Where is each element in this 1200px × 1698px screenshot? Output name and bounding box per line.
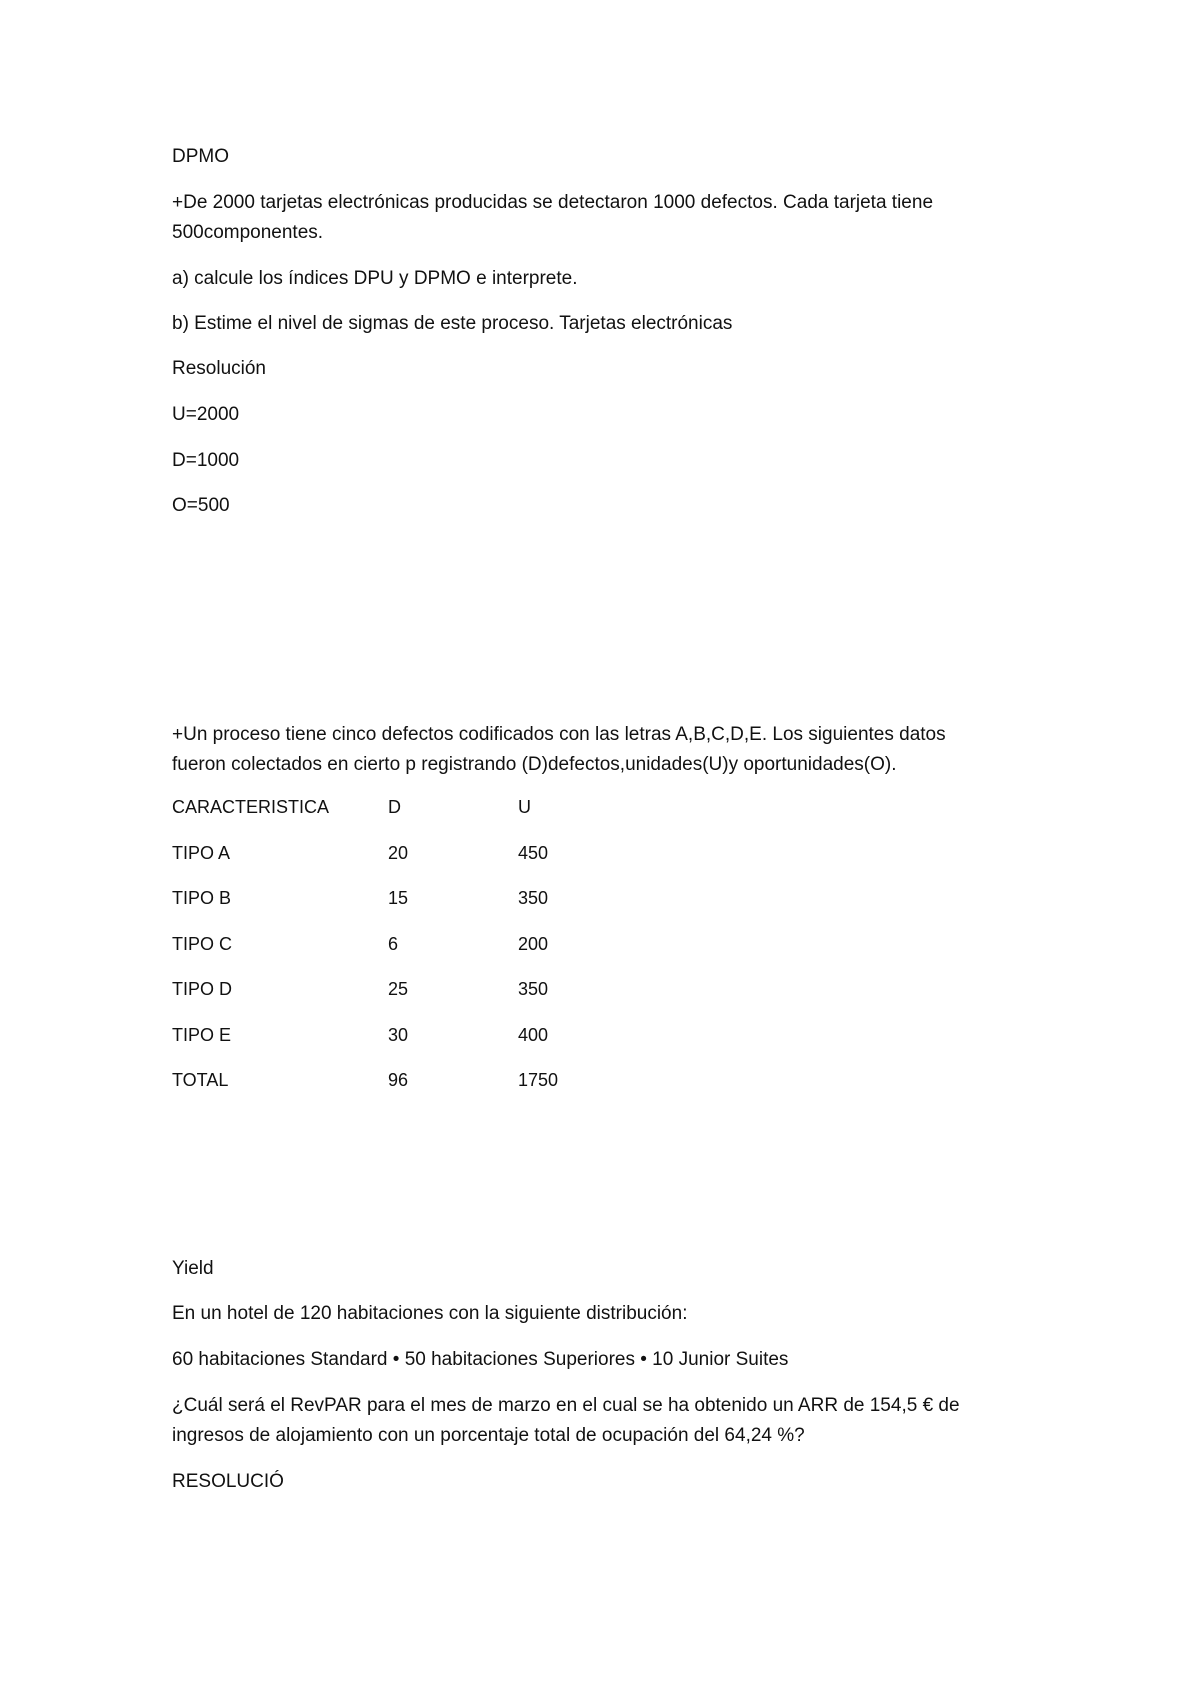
yield-intro: En un hotel de 120 habitaciones con la siguiente distribución: [172,1303,688,1324]
row-d-value: 15 [388,888,409,908]
row-label: TIPO D [172,979,233,999]
table-row [172,1021,672,1067]
value-o: O=500 [172,495,230,516]
row-d-value: 6 [388,933,399,954]
problem1-line1: +De 2000 tarjetas electrónicas producidas se detectaron 1000 defectos. Cada tarjeta tiene [172,192,934,213]
table-header-row [172,793,672,839]
value-d: D=1000 [172,450,240,471]
yield-question-line2: ingresos de alojamiento con un porcentaje total de ocupación del 64,24 %? [172,1425,805,1446]
document-page [172,0,1022,1698]
yield-resolution-label: RESOLUCIÓ [172,1471,284,1492]
row-u-value: 450 [518,842,549,863]
row-u-value: 350 [518,888,549,908]
problem1-line2: 500componentes. [172,222,324,243]
header-u: U [518,797,531,817]
value-u: U=2000 [172,404,240,425]
table-total-row [172,1066,672,1112]
problem2-line2: fueron colectados en cierto p registrando (D)defectos,unidades(U)y oportunidades(O). [172,754,897,775]
defects-table [172,793,672,1112]
row-d-value: 25 [388,979,409,999]
row-u-value: 1750 [518,1070,559,1090]
row-label: TIPO B [172,888,232,908]
header-caracteristica: CARACTERISTICA [172,797,330,817]
section-title-dpmo: DPMO [172,146,229,167]
question-b: b) Estime el nivel de sigmas de este proceso. Tarjetas electrónicas [172,313,733,334]
table-row [172,884,672,930]
row-d-value: 96 [388,1070,409,1090]
yield-question-line1: ¿Cuál será el RevPAR para el mes de marzo en el cual se ha obtenido un ARR de 154,5 € de [172,1395,960,1416]
row-u-value: 400 [518,1024,549,1045]
header-d: D [388,797,401,817]
table-row [172,975,672,1021]
section-title-yield: Yield [172,1258,214,1279]
row-label: TIPO E [172,1024,232,1045]
row-d-value: 20 [388,842,409,863]
row-u-value: 350 [518,979,549,999]
yield-distribution: 60 habitaciones Standard • 50 habitaciones Superiores • 10 Junior Suites [172,1349,789,1370]
table-row [172,930,672,976]
row-label: TIPO A [172,842,231,863]
row-label: TIPO C [172,933,233,954]
table-row [172,839,672,885]
question-a: a) calcule los índices DPU y DPMO e interprete. [172,268,578,289]
row-d-value: 30 [388,1024,409,1045]
resolution-label: Resolución [172,358,266,379]
problem2-line1: +Un proceso tiene cinco defectos codificados con las letras A,B,C,D,E. Los siguientes datos [172,724,946,745]
row-u-value: 200 [518,933,549,954]
row-label: TOTAL [172,1070,229,1090]
